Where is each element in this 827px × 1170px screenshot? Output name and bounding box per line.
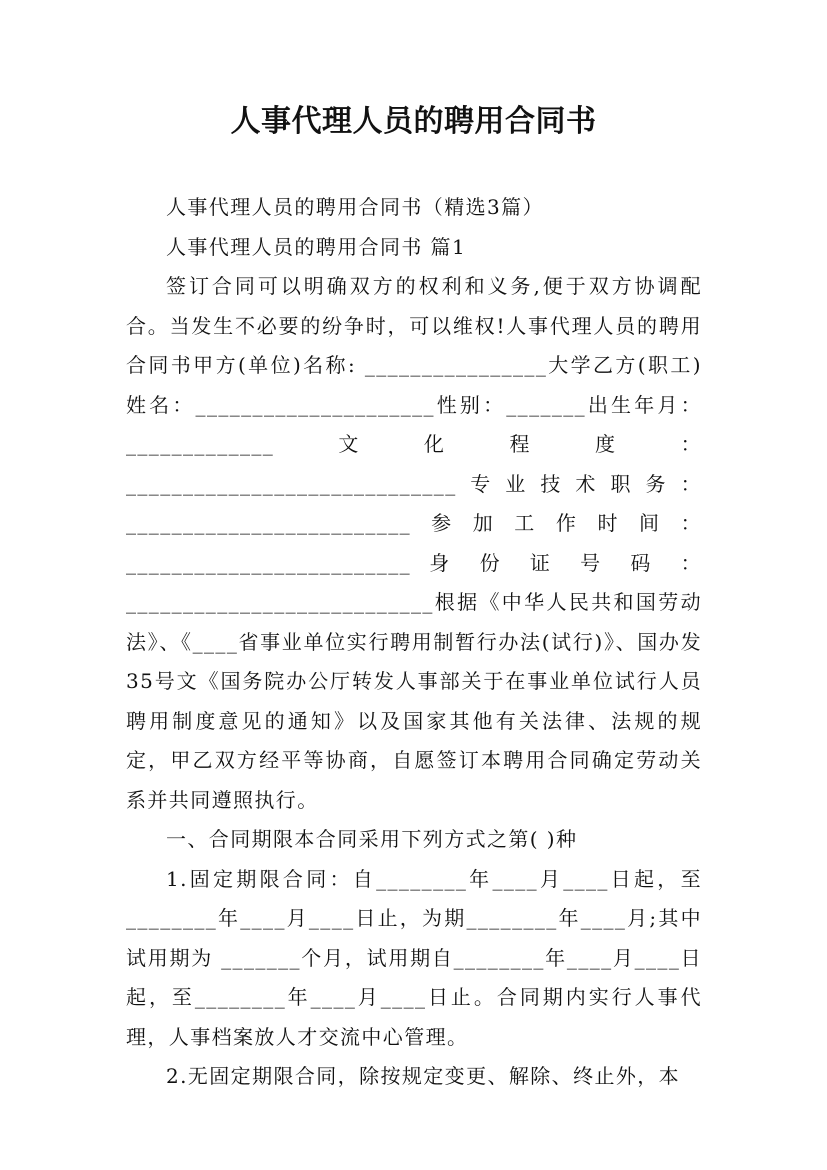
section-heading: 人事代理人员的聘用合同书 篇1 bbox=[166, 234, 467, 259]
subtitle-paragraph: 人事代理人员的聘用合同书（精选3篇） bbox=[166, 195, 544, 219]
fixed-term-paragraph: 1.固定期限合同：自________年____月____日起，至________年____月____日止，为期________年____月;其中试用期为 _______个月，试用期自________年____月____日起，至________年____月____日止。合同期内实行人事代理，人事档案放人才交流中心管理。 bbox=[126, 866, 702, 1049]
document-title: 人事代理人员的聘用合同书 bbox=[230, 104, 597, 139]
document-body bbox=[126, 188, 702, 1097]
intro-paragraph: 签订合同可以明确双方的权利和义务,便于双方协调配合。当发生不必要的纷争时，可以维权!人事代理人员的聘用合同书甲方(单位)名称: ________________大学乙方(职工)姓名：_____________________性别：_______出生年月：_____________文化程度：_____________________________专业技术职务：_________________________参加工作时间：_________________________ 身 份 证 号 码 ：___________________________根据《中华人民共和国劳动法》、《____省事业单位实行聘用制暂行办法(试行)》、国办发35号文《国务院办公厅转发人事部关于在事业单位试行人员聘用制度意见的通知》以及国家其他有关法律、法规的规定，甲乙双方经平等协商，自愿签订本聘用合同确定劳动关系并共同遵照执行。 bbox=[126, 274, 702, 812]
indefinite-term-paragraph: 2.无固定期限合同，除按规定变更、解除、终止外，本 bbox=[166, 1064, 681, 1088]
clause-heading: 一、合同期限本合同采用下列方式之第( )种 bbox=[166, 827, 578, 851]
